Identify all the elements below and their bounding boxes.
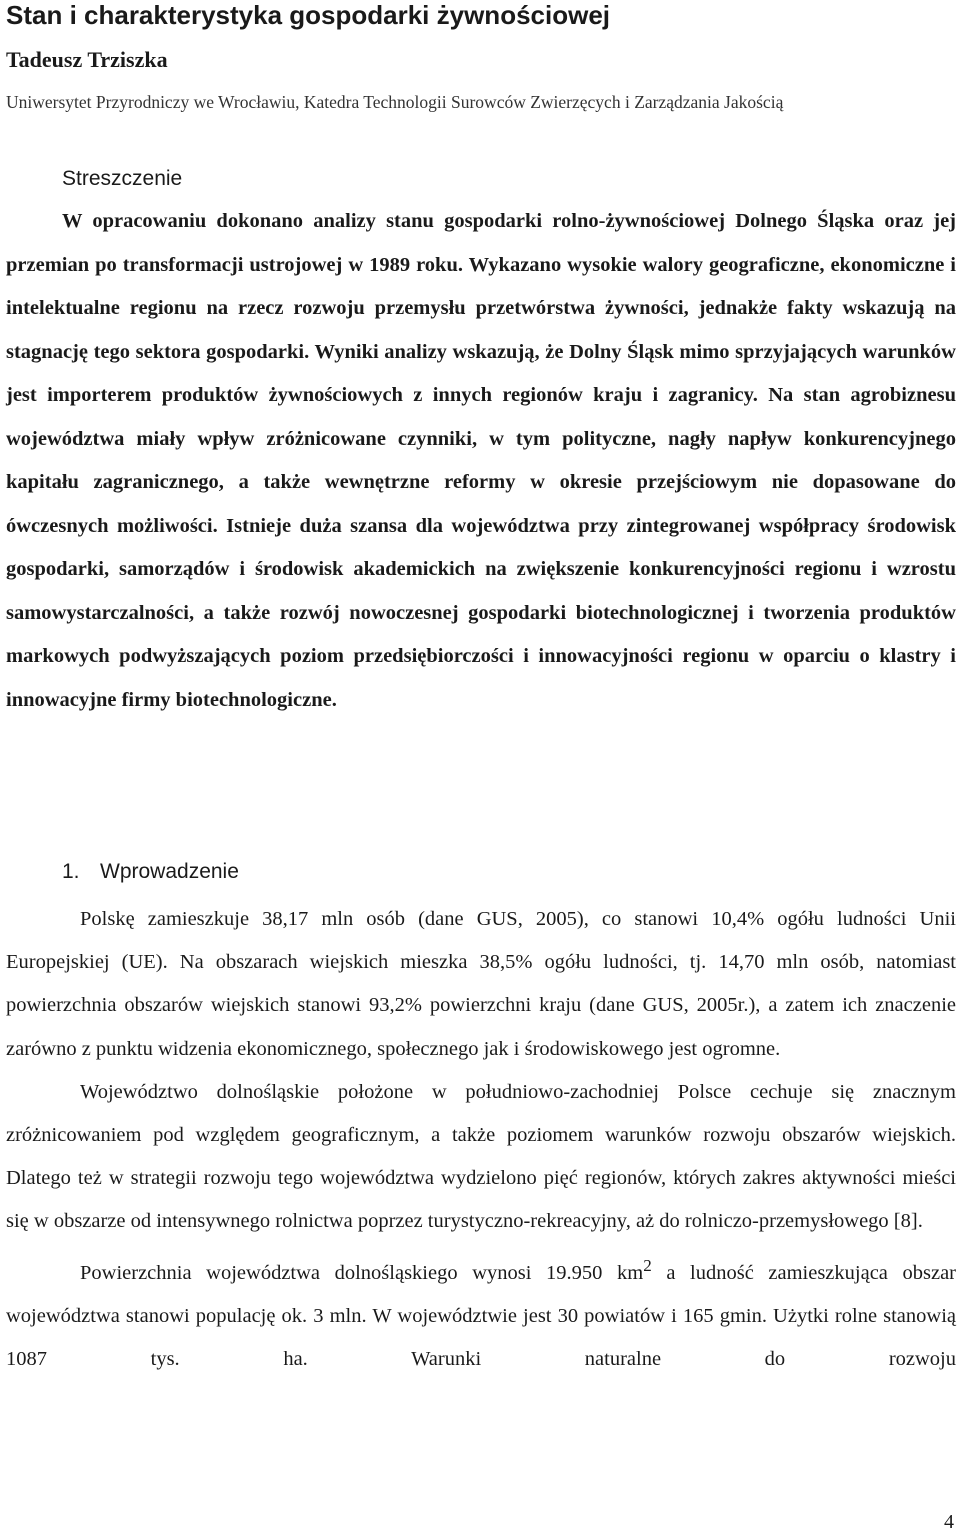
body-paragraph-3-start: Powierzchnia województwa dolnośląskiego wynosi 19.950 km: [80, 1261, 644, 1284]
section-body: [6, 898, 956, 1381]
section-title: Wprowadzenie: [100, 860, 239, 883]
document-title: Stan i charakterystyka gospodarki żywnościowej: [6, 0, 611, 30]
page-number: 4: [944, 1511, 954, 1533]
abstract-text: [6, 200, 956, 722]
author-affiliation: Uniwersytet Przyrodniczy we Wrocławiu, Katedra Technologii Surowców Zwierzęcych i Zarządzania Jakością: [6, 92, 784, 112]
section-number: 1.: [62, 860, 80, 883]
abstract-paragraph: W opracowaniu dokonano analizy stanu gospodarki rolno-żywnościowej Dolnego Śląska oraz jej przemian po transformacji ustrojowej w 1989 roku. Wykazano wysokie walory geograficzne, ekonomiczne i intelektualne regionu na rzecz rozwoju przemysłu przetwórstwa żywności, jednakże fakty wskazują na stagnację tego sektora gospodarki. Wyniki analizy wskazują, że Dolny Śląsk mimo sprzyjających warunków jest importerem produktów żywnościowych z innych regionów kraju i zagranicy. Na stan agrobiznesu województwa miały wpływ zróżnicowane czynniki, w tym polityczne, nagły napływ konkurencyjnego kapitału zagranicznego, a także wewnętrzne reformy w okresie przejściowym nie dopasowane do ówczesnych możliwości. Istnieje duża szansa dla województwa przy zintegrowanej współpracy środowisk gospodarki, samorządów i środowisk akademickich na zwiększenie konkurencyjności regionu i wzrostu samowystarczalności, a także rozwój nowoczesnej gospodarki biotechnologicznej i tworzenia produktów markowych podwyższających poziom przedsiębiorczości i innowacyjności regionu w oparciu o klastry i innowacyjne firmy biotechnologiczne.: [6, 210, 956, 711]
body-paragraph-2: Województwo dolnośląskie położone w południowo-zachodniej Polsce cechuje się znacznym zróżnicowaniem pod względem geograficznym, a także poziomem warunków rozwoju obszarów wiejskich. Dlatego też w strategii rozwoju tego województwa wydzielono pięć regionów, których zakres aktywności mieści się w obszarze od intensywnego rolnictwa poprzez turystyczno-rekreacyjny, aż do rolniczo-przemysłowego [8].: [6, 1080, 956, 1233]
abstract-heading: Streszczenie: [62, 167, 183, 190]
superscript-2: 2: [643, 1255, 652, 1275]
body-paragraph-1: Polskę zamieszkuje 38,17 mln osób (dane GUS, 2005), co stanowi 10,4% ogółu ludności Unii Europejskiej (UE). Na obszarach wiejskich mieszka 38,5% ogółu ludności, tj. 14,70 mln osób, natomiast powierzchnia obszarów wiejskich stanowi 93,2% powierzchni kraju (dane GUS, 2005r.), a zatem ich znaczenie zarówno z punktu widzenia ekonomicznego, społecznego jak i środowiskowego jest ogromne.: [6, 908, 956, 1060]
author-name: Tadeusz Trziszka: [6, 47, 168, 72]
body-paragraph-3-end: a ludność zamieszkująca obszar województwa stanowi populację ok. 3 mln. W województwie jest 30 powiatów i 165 gmin. Użytki rolne stanowią 1087 tys. ha. Warunki naturalne do rozwoju: [6, 1261, 956, 1370]
body-paragraph-3: [6, 1244, 956, 1381]
section-heading: [62, 858, 239, 886]
